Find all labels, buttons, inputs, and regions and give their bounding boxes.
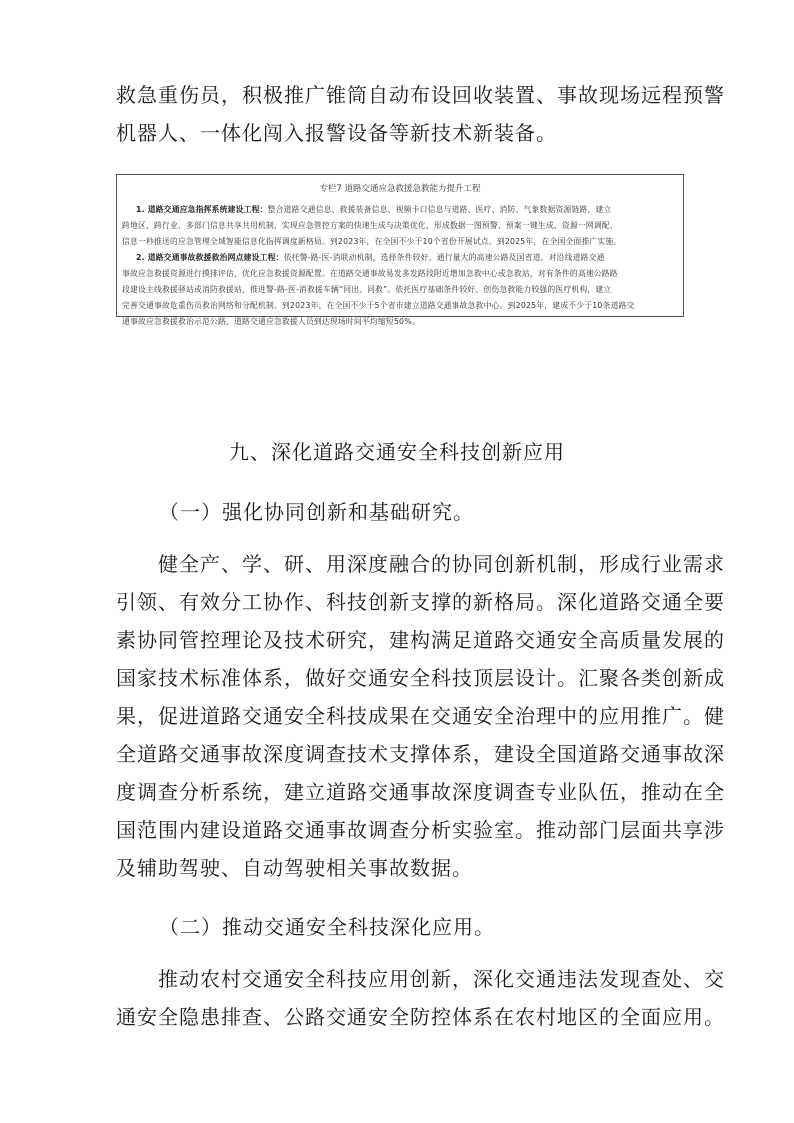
paragraph-2 [116,960,725,1036]
paragraph-line: 度调查分析系统，建立道路交通事故深度调查专业队伍，推动在全 [116,780,725,804]
paragraph-line: 健全产、学、研、用深度融合的协同创新机制，形成行业需求 [158,552,725,576]
paragraph-line: 通安全隐患排查、公路交通安全防控体系在农村地区的全面应用。 [116,1005,725,1029]
box-item-2-text: 依托警-路-医-消联动机制，选择条件较好、通行量大的高速公路及国省道，对沿线道路交通 [283,253,605,262]
paragraph-line: 及辅助驾驶、自动驾驶相关事故数据。 [116,856,473,880]
intro-paragraph [116,76,725,152]
paragraph-line: 果，促进道路交通安全科技成果在交通安全治理中的应用推广。健 [116,704,725,728]
paragraph-line: 国家技术标准体系，做好交通安全科技顶层设计。汇聚各类创新成 [116,666,725,690]
box-item-2-text: 事故应急救援资源进行摸排评估，优化应急救援资源配置。在道路交通事故易发多发路段附近增加急救中心或急救站，对有条件的高速公路路 [122,269,618,278]
subsection-title-1: （一）强化协同创新和基础研究。 [159,500,474,524]
box-item-2-text: 通事故应急救援救治示范公路，道路交通应急救援人员到达现场时间平均缩短50%。 [122,317,420,326]
box-item-1-text: 跨地区、跨行业、多部门信息共享共用机制，实现应急管控方案的快速生成与决策优化，形成数据一图预警、预案一键生成、资源一网调配、 [122,221,618,230]
box-item-1-text: 整合道路交通信息、救援装备信息、视频卡口信息与道路、医疗、消防、气象数据资源链路，建立 [267,205,612,214]
intro-line: 救急重伤员，积极推广锥筒自动布设回收装置、事故现场远程预警 [116,83,725,107]
box-item-2-text: 段建设主线救援驿站或消防救援站，推进警-路-医-消救援车辆“同出、同救”。依托医疗基础条件较好、创伤急救能力较强的医疗机构，建立 [122,285,612,294]
paragraph-1 [116,545,725,887]
box-item-1-label: 1. 道路交通应急指挥系统建设工程： [136,205,268,214]
paragraph-line: 推动农村交通安全科技应用创新，深化交通违法发现查处、交 [158,967,725,991]
box-item-2-label: 2. 道路交通事故救援救治网点建设工程： [136,253,284,262]
paragraph-line: 国范围内建设道路交通事故调查分析实验室。推动部门层面共享涉 [116,818,725,842]
section-heading: 九、深化道路交通安全科技创新应用 [229,440,565,464]
box-item-2-text: 完善交通事故危重伤员救治网络和分配机制。到2023年，在全国不少于5个省市建立道路交通事故急救中心。到2025年，建成不少于10条道路交 [122,301,635,310]
subsection-title-2: （二）推动交通安全科技深化应用。 [159,915,495,939]
box-item-1-text: 信息一秒推送的应急管理全域智能信息化指挥调度新格局。到2023年，在全国不少于10个省份开展试点。到2025年，在全国全面推广实施。 [122,237,622,246]
intro-line: 机器人、一体化闯入报警设备等新技术新装备。 [116,121,557,145]
box-item-1 [117,202,683,250]
special-column-box [116,174,684,326]
box-item-2 [117,250,683,330]
paragraph-line: 素协同管控理论及技术研究，建构满足道路交通安全高质量发展的 [116,628,725,652]
paragraph-line: 全道路交通事故深度调查技术支撑体系，建设全国道路交通事故深 [116,742,725,766]
box-title: 专栏7 道路交通应急救援急救能力提升工程 [319,184,481,194]
paragraph-line: 引领、有效分工协作、科技创新支撑的新格局。深化道路交通全要 [116,590,725,614]
